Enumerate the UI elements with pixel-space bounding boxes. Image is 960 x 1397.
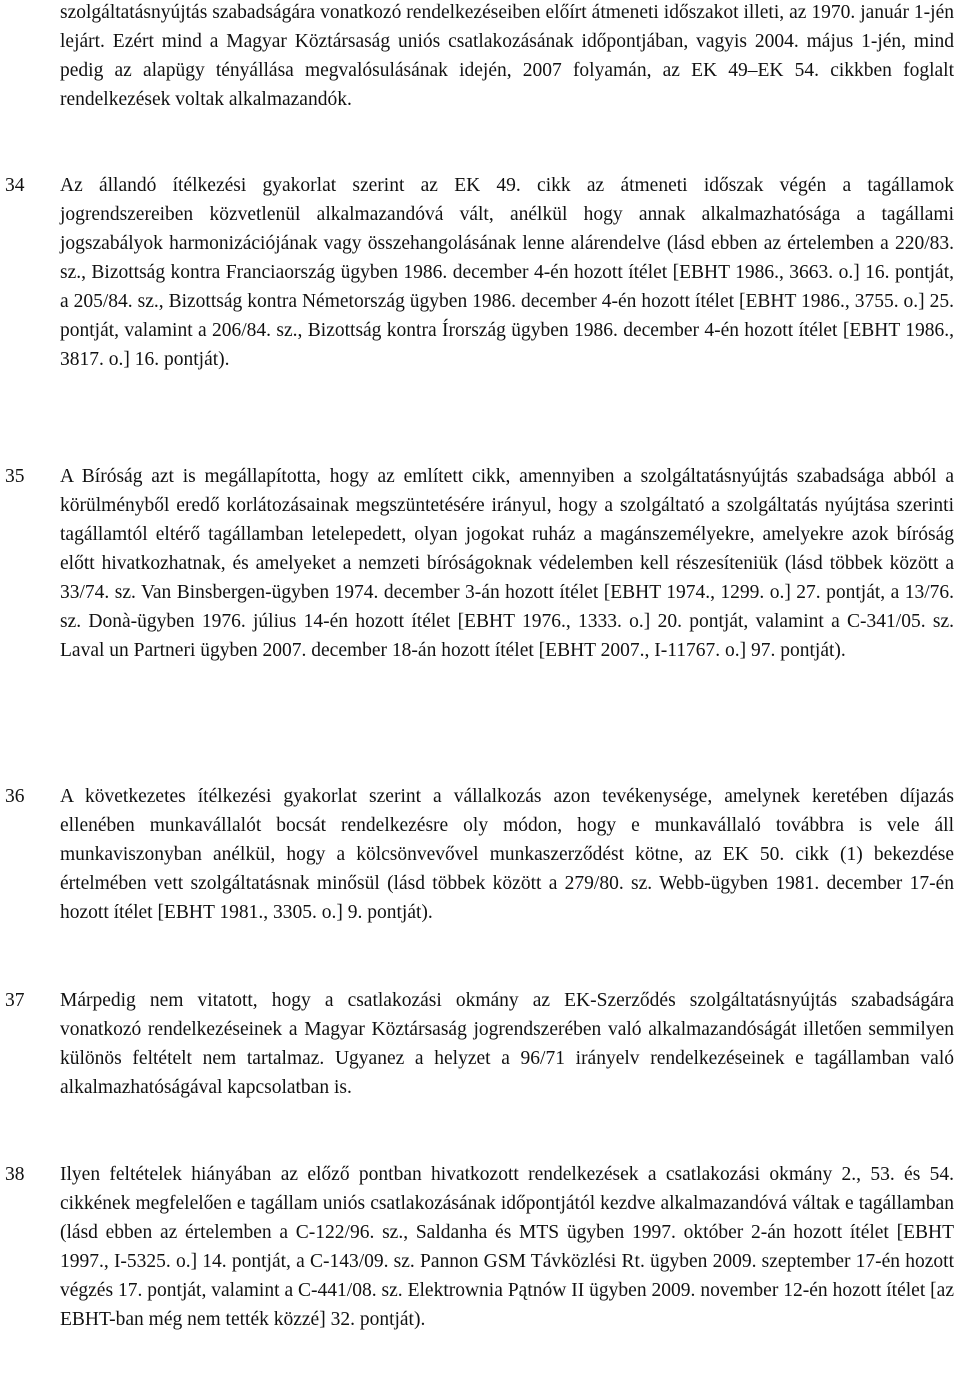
- paragraph-number: 34: [5, 175, 25, 196]
- paragraph-number: 37: [5, 990, 25, 1011]
- continuation-paragraph: szolgáltatásnyújtás szabadságára vonatkozó rendelkezéseiben előírt átmeneti időszakot illeti, az 1970. január 1-jén lejárt. Ezért mind a Magyar Köztársaság uniós csatlakozásának időpontjában, vagyis 2004. május 1-jén, mind pedig az alapügy tényállása megvalósulásának idején, 2007 folyamán, az EK 49–EK 54. cikkben foglalt rendelkezések voltak alkalmazandók.: [60, 2, 954, 110]
- paragraph-number: 36: [5, 786, 25, 807]
- paragraph-text: Az állandó ítélkezési gyakorlat szerint az EK 49. cikk az átmeneti időszak végén a tagállamok jogrendszereiben közvetlenül alkalmazandóvá vált, anélkül hogy annak alkalmazhatósága a tagállami jogszabályok harmonizációjának vagy összehangolásának lenne alárendelve (lásd ebben az értelemben a 220/83. sz., Bizottság kontra Franciaország ügyben 1986. december 4-én hozott ítélet [EBHT 1986., 3663. o.] 16. pontját, a 205/84. sz., Bizottság kontra Németország ügyben 1986. december 4-én hozott ítélet [EBHT 1986., 3755. o.] 25. pontját, valamint a 206/84. sz., Bizottság kontra Írország ügyben 1986. december 4-én hozott ítélet [EBHT 1986., 3817. o.] 16. pontját).: [60, 175, 954, 370]
- paragraph-text: A következetes ítélkezési gyakorlat szerint a vállalkozás azon tevékenysége, amelynek keretében díjazás ellenében munkavállalót bocsát rendelkezésre oly módon, hogy e munkavállaló továbbra is vele áll munkaviszonyban anélkül, hogy a kölcsönvevővel munkaszerződést kötne, az EK 50. cikk (1) bekezdése értelmében vett szolgáltatásnak minősül (lásd többek között a 279/80. sz. Webb-ügyben 1981. december 17-én hozott ítélet [EBHT 1981., 3305. o.] 9. pontját).: [60, 786, 954, 923]
- paragraph-text: Ilyen feltételek hiányában az előző pontban hivatkozott rendelkezések a csatlakozási okmány 2., 53. és 54. cikkének megfelelően e tagállam uniós csatlakozásának időpontjától kezdve alkalmazandóvá váltak e tagállamban (lásd ebben az értelemben a C-122/96. sz., Saldanha és MTS ügyben 1997. október 2-án hozott ítélet [EBHT 1997., I-5325. o.] 14. pontját, a C-143/09. sz. Pannon GSM Távközlési Rt. ügyben 2009. szeptember 17-én hozott végzés 17. pontját, valamint a C-441/08. sz. Elektrownia Pątnów II ügyben 2009. november 12-én hozott ítélet [az EBHT-ban még nem tették közzé] 32. pontját).: [60, 1164, 954, 1330]
- paragraph-text: A Bíróság azt is megállapította, hogy az említett cikk, amennyiben a szolgáltatásnyújtás szabadsága abból a körülményből eredő korlátozásainak megszüntetésére irányul, hogy a szolgáltató a szolgáltatás nyújtása szerinti tagállamtól eltérő tagállamban letelepedett, olyan jogokat ruház a magánszemélyekre, amelyekre azok bíróság előtt hivatkozhatnak, és amelyeket a nemzeti bíróságoknak védelemben kell részesíteniük (lásd többek között a 33/74. sz. Van Binsbergen-ügyben 1974. december 3-án hozott ítélet [EBHT 1974., 1299. o.] 27. pontját, a 13/76. sz. Donà-ügyben 1976. július 14-én hozott ítélet [EBHT 1976., 1333. o.] 20. pontját, valamint a C-341/05. sz. Laval un Partneri ügyben 2007. december 18-án hozott ítélet [EBHT 2007., I-11767. o.] 97. pontját).: [60, 466, 954, 661]
- paragraph-number: 38: [5, 1164, 25, 1185]
- paragraph-number: 35: [5, 466, 25, 487]
- paragraph-text: Márpedig nem vitatott, hogy a csatlakozási okmány az EK-Szerződés szolgáltatásnyújtás szabadságára vonatkozó rendelkezéseinek a Magyar Köztársaság jogrendszerében való alkalmazandóságát illetően semmilyen különös feltételt nem tartalmaz. Ugyanez a helyzet a 96/71 irányelv rendelkezéseinek e tagállamban való alkalmazhatóságával kapcsolatban is.: [60, 990, 954, 1098]
